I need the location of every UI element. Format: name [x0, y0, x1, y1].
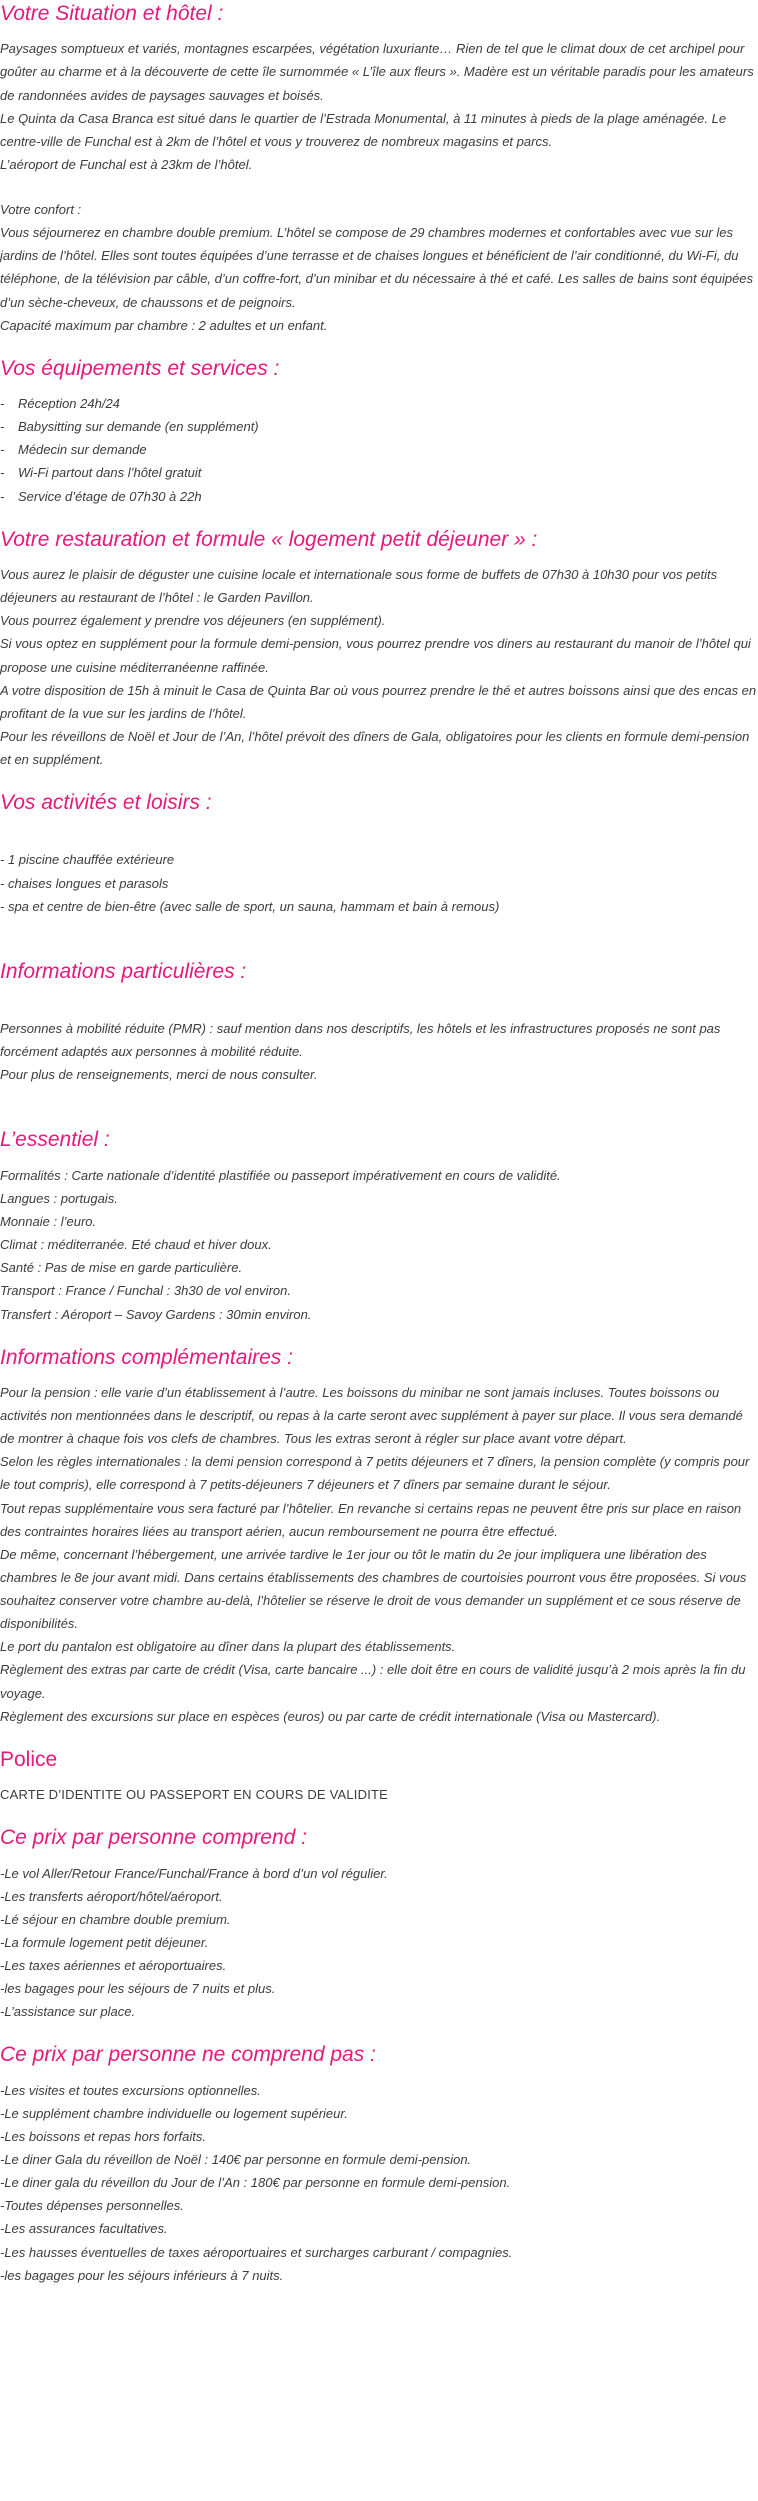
ne-comprend-pas-section	[0, 2041, 758, 2286]
complementaires-paragraph: Règlement des excursions sur place en espèces (euros) ou par carte de crédit internationale (Visa ou Mastercard).	[0, 1708, 661, 1724]
restauration-paragraph: Vous pourrez également y prendre vos déjeuners (en supplément).	[0, 613, 386, 629]
comprend-section	[0, 1824, 758, 2023]
list-item: - Babysitting sur demande (en supplément)	[0, 419, 259, 435]
complementaires-paragraph: De même, concernant l’hébergement, une arrivée tardive le 1er jour ou tôt le matin du 2e jour impliquera une libération des chambres le 8e jour avant midi. Dans certains établissements des chambres de courtoisies pourront vous être proposées. Si vous souhaitez conserver votre chambre au-delà, l’hôtelier se réserve le droit de vous demander un supplément et ce sous réserve de disponibilités.	[0, 1546, 747, 1632]
list-item: - Service d’étage de 07h30 à 22h	[0, 488, 202, 504]
complementaires-paragraph: Pour la pension : elle varie d’un établissement à l’autre. Les boissons du minibar ne sont jamais incluses. Toutes boissons ou activités non mentionnées dans le descriptif, ou repas à la carte seront avec supplément à payer sur place. Il vous sera demandé de montrer à chaque fois vos clefs de chambres. Tous les extras seront à régler sur place avant votre départ.	[0, 1384, 743, 1447]
complementaires-paragraph: Règlement des extras par carte de crédit (Visa, carte bancaire ...) : elle doit être en cours de validité jusqu’à 2 mois après la fin du voyage.	[0, 1662, 746, 1701]
comfort-heading: Votre confort :	[0, 202, 82, 218]
comfort-capacity: Capacité maximum par chambre : 2 adultes et un enfant.	[0, 317, 328, 333]
situation-paragraph: L’aéroport de Funchal est à 23km de l’hôtel.	[0, 156, 253, 172]
essentiel-line: Monnaie : l’euro.	[0, 1214, 97, 1230]
restauration-paragraph: A votre disposition de 15h à minuit le Casa de Quinta Bar où vous pourrez prendre le thé et autres boissons ainsi que des encas en profitant de la vue sur les jardins de l’hôtel.	[0, 682, 757, 721]
restauration-paragraph: Pour les réveillons de Noël et Jour de l’An, l’hôtel prévoit des dîners de Gala, obligatoires pour les clients en formule demi-pension et en supplément.	[0, 728, 750, 768]
ne-comprend-pas-line: -Les boissons et repas hors forfaits.	[0, 2128, 206, 2144]
comprend-line: -Le vol Aller/Retour France/Funchal/France à bord d’un vol régulier.	[0, 1865, 388, 1881]
informations-section	[0, 958, 758, 1109]
police-title: Police	[0, 1747, 58, 1771]
comprend-line: -Les taxes aériennes et aéroportuaires.	[0, 1958, 227, 1974]
equipements-title: Vos équipements et services :	[0, 356, 280, 380]
police-text: CARTE D’IDENTITE OU PASSEPORT EN COURS DE VALIDITE	[0, 1787, 389, 1803]
police-section	[0, 1746, 758, 1806]
activite-item: - chaises longues et parasols	[0, 875, 169, 891]
restauration-section	[0, 526, 758, 771]
equipements-section	[0, 355, 758, 508]
spacer	[0, 176, 758, 198]
restauration-paragraph: Si vous optez en supplément pour la formule demi-pension, vous pourrez prendre vos diners au restaurant du manoir de l’hôtel qui propose une cuisine méditerranéenne raffinée.	[0, 636, 751, 675]
informations-title: Informations particulières :	[0, 959, 247, 983]
list-item: - Wi-Fi partout dans l’hôtel gratuit	[0, 465, 202, 481]
ne-comprend-pas-line: -les bagages pour les séjours inférieurs à 7 nuits.	[0, 2267, 284, 2283]
list-item: - Médecin sur demande	[0, 442, 147, 458]
comprend-line: -Lé séjour en chambre double premium.	[0, 1911, 231, 1927]
situation-title: Votre Situation et hôtel :	[0, 2, 224, 25]
essentiel-section	[0, 1126, 758, 1325]
ne-comprend-pas-line: -Le supplément chambre individuelle ou logement supérieur.	[0, 2105, 348, 2121]
restauration-paragraph: Vous aurez le plaisir de déguster une cuisine locale et internationale sous forme de buffets de 07h30 à 10h30 pour vos petits déjeuners au restaurant de l’hôtel : le Garden Pavillon.	[0, 567, 718, 606]
complementaires-paragraph: Tout repas supplémentaire vous sera facturé par l’hôtelier. En revanche si certains repas ne peuvent être pris sur place en raison des contraintes horaires liées au transport aérien, aucun remboursement ne pourra être effectué.	[0, 1500, 742, 1539]
spacer	[0, 918, 758, 940]
ne-comprend-pas-line: -Le diner Gala du réveillon de Noël : 140€ par personne en formule demi-pension.	[0, 2152, 472, 2168]
situation-paragraph: Paysages somptueux et variés, montagnes escarpées, végétation luxuriante… Rien de tel que le climat doux de cet archipel pour goûter au charme et à la découverte de cette île surnommée « L’île aux fleurs ». Madère est un véritable paradis pour les amateurs de randonnées avides de paysages sauvages et boisés.	[0, 41, 754, 103]
comprend-title: Ce prix par personne comprend :	[0, 1826, 307, 1850]
ne-comprend-pas-title: Ce prix par personne ne comprend pas :	[0, 2043, 376, 2067]
essentiel-line: Santé : Pas de mise en garde particulière.	[0, 1260, 243, 1276]
activite-item: - 1 piscine chauffée extérieure	[0, 852, 175, 868]
ne-comprend-pas-line: -Les visites et toutes excursions optionnelles.	[0, 2082, 261, 2098]
ne-comprend-pas-line: -Les hausses éventuelles de taxes aéroportuaires et surcharges carburant / compagnies.	[0, 2244, 513, 2260]
complementaires-title: Informations complémentaires :	[0, 1345, 293, 1369]
activite-item: - spa et centre de bien-être (avec salle de sport, un sauna, hammam et bain à remous)	[0, 898, 500, 914]
ne-comprend-pas-line: -Toutes dépenses personnelles.	[0, 2198, 184, 2214]
ne-comprend-pas-line: -Le diner gala du réveillon du Jour de l’An : 180€ par personne en formule demi-pension.	[0, 2175, 511, 2191]
comprend-line: -les bagages pour les séjours de 7 nuits et plus.	[0, 1981, 276, 1997]
complementaires-paragraph: Le port du pantalon est obligatoire au dîner dans la plupart des établissements.	[0, 1639, 456, 1655]
ne-comprend-pas-line: -Les assurances facultatives.	[0, 2221, 168, 2237]
comfort-paragraph: Vous séjournerez en chambre double premium. L’hôtel se compose de 29 chambres modernes et confortables avec vue sur les jardins de l’hôtel. Elles sont toutes équipées d’une terrasse et de chaises longues et bénéficient de l’air conditionné, du Wi-Fi, du téléphone, de la télévision par câble, d’un coffre-fort, d’un minibar et du nécessaire à thé et café. Les salles de bains sont équipées d’un sèche-cheveux, de chaussons et de peignoirs.	[0, 225, 754, 310]
restauration-title: Votre restauration et formule « logement petit déjeuner » :	[0, 527, 538, 551]
essentiel-line: Transfert : Aéroport – Savoy Gardens : 30min environ.	[0, 1306, 312, 1322]
comprend-line: -L’assistance sur place.	[0, 2004, 136, 2020]
complementaires-section	[0, 1344, 758, 1728]
essentiel-title: L’essentiel :	[0, 1128, 110, 1152]
informations-paragraph: Pour plus de renseignements, merci de nous consulter.	[0, 1067, 318, 1083]
spacer	[0, 826, 758, 848]
spacer	[0, 1086, 758, 1108]
essentiel-line: Langues : portugais.	[0, 1190, 118, 1206]
essentiel-line: Climat : méditerranée. Eté chaud et hiver doux.	[0, 1237, 272, 1253]
activites-section	[0, 789, 758, 940]
spacer	[0, 995, 758, 1017]
essentiel-line: Transport : France / Funchal : 3h30 de vol environ.	[0, 1283, 291, 1299]
list-item: - Réception 24h/24	[0, 396, 120, 412]
informations-paragraph: Personnes à mobilité réduite (PMR) : sauf mention dans nos descriptifs, les hôtels et les infrastructures proposés ne sont pas forcément adaptés aux personnes à mobilité réduite.	[0, 1021, 721, 1060]
comprend-line: -Les transferts aéroport/hôtel/aéroport.	[0, 1888, 223, 1904]
essentiel-line: Formalités : Carte nationale d’identité plastifiée ou passeport impérativement en cours de validité.	[0, 1167, 561, 1183]
situation-section	[0, 0, 758, 337]
complementaires-paragraph: Selon les règles internationales : la demi pension correspond à 7 petits déjeuners et 7 dîners, la pension complète (y compris pour le tout compris), elle correspond à 7 petits-déjeuners 7 déjeuners et 7 dîners par semaine durant le séjour.	[0, 1454, 750, 1493]
comprend-line: -La formule logement petit déjeuner.	[0, 1934, 209, 1950]
situation-paragraph: Le Quinta da Casa Branca est situé dans le quartier de l’Estrada Monumental, à 11 minutes à pieds de la plage aménagée. Le centre-ville de Funchal est à 2km de l’hôtel et vous y trouverez de nombreux magasins et parcs.	[0, 110, 727, 149]
activites-title: Vos activités et loisirs :	[0, 791, 212, 815]
equipements-list	[0, 392, 758, 508]
